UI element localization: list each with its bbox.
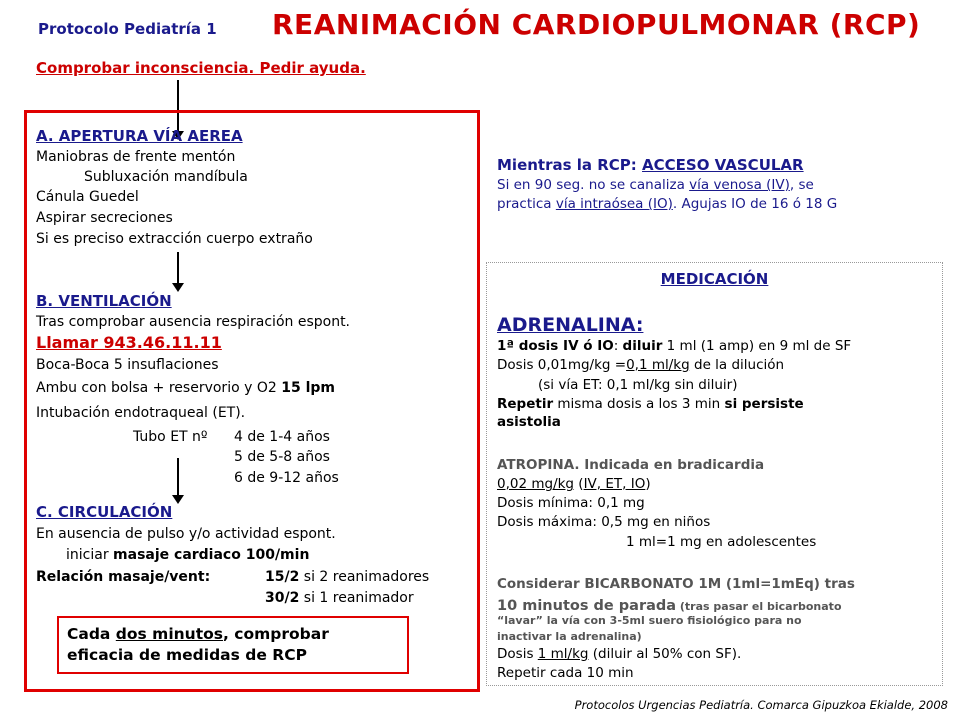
- va-text: , se: [789, 177, 814, 193]
- ratio-value: 30/2: [265, 590, 300, 606]
- section-a-line: Cánula Guedel: [36, 189, 139, 205]
- atr-text: (: [574, 476, 584, 492]
- reassess-interval: dos minutos: [115, 625, 223, 643]
- adr-dilute: diluir: [622, 338, 663, 354]
- medication-heading: MEDICACIÓN: [660, 270, 769, 288]
- tube-label: Tubo ET nº: [133, 429, 208, 445]
- atropine-min: Dosis mínima: 0,1 mg: [497, 495, 645, 511]
- ambu-text: Ambu con bolsa + reservorio y O2: [36, 380, 282, 396]
- ratio-row: [265, 569, 429, 585]
- bic-note: (tras pasar el bicarbonato: [676, 600, 842, 613]
- adr-text: misma dosis a los 3 min: [553, 396, 725, 412]
- ratio-label: Relación masaje/vent:: [36, 569, 211, 585]
- section-b-heading: B. VENTILACIÓN: [36, 292, 172, 310]
- section-b-line: Boca-Boca 5 insuflaciones: [36, 357, 219, 373]
- massage-line: [66, 547, 309, 563]
- atropine-routes: IV, ET, IO: [583, 476, 646, 492]
- adrenaline-asystole: asistolia: [497, 414, 561, 430]
- tube-size: 4 de 1-4 años: [234, 429, 330, 445]
- footer-credit: Protocolos Urgencias Pediatría. Comarca Gipuzkoa Ekialde, 2008: [574, 698, 948, 712]
- page-title: REANIMACIÓN CARDIOPULMONAR (RCP): [272, 8, 921, 41]
- adrenaline-heading: ADRENALINA:: [497, 314, 644, 336]
- reassess-rest: , comprobar: [222, 625, 329, 643]
- tube-size: 5 de 5-8 años: [234, 449, 330, 465]
- adr-repeat-bold: Repetir: [497, 396, 554, 412]
- section-a-heading: A. APERTURA VÍA AEREA: [36, 127, 243, 145]
- reassess-line-1: [67, 624, 399, 645]
- bicarbonate-note: “lavar” la vía con 3-5ml suero fisiológico para no: [497, 614, 802, 627]
- section-c-heading: C. CIRCULACIÓN: [36, 503, 173, 521]
- va-text: Si en 90 seg. no se canaliza: [497, 177, 690, 193]
- adrenaline-repeat: [497, 396, 804, 412]
- ratio-value: 15/2: [265, 569, 300, 585]
- emergency-phone: Llamar 943.46.11.11: [36, 333, 222, 352]
- atropine-heading: ATROPINA. Indicada en bradicardia: [497, 457, 765, 473]
- bicarbonate-heading: Considerar BICARBONATO 1M (1ml=1mEq) tras: [497, 576, 855, 592]
- vascular-access-line: [497, 177, 814, 193]
- va-text: practica: [497, 196, 556, 212]
- reassess-prefix: Cada: [67, 625, 116, 643]
- adrenaline-dosis: [497, 357, 784, 373]
- bicarbonate-repeat: Repetir cada 10 min: [497, 665, 634, 681]
- adr-text: :: [613, 338, 623, 354]
- adrenaline-dose: [497, 338, 851, 354]
- section-a-line: Subluxación mandíbula: [84, 169, 248, 185]
- va-io: vía intraósea (IO): [555, 196, 673, 212]
- section-a-line: Maniobras de frente mentón: [36, 149, 236, 165]
- reassess-line-2: eficacia de medidas de RCP: [67, 646, 307, 664]
- atropine-max: Dosis máxima: 0,5 mg en niños: [497, 514, 711, 530]
- check-consciousness-text: Comprobar inconsciencia. Pedir ayuda.: [36, 59, 366, 77]
- ratio-text: si 1 reanimador: [299, 590, 414, 606]
- massage-prefix: iniciar: [66, 547, 114, 563]
- adrenaline-et: (si vía ET: 0,1 ml/kg sin diluir): [538, 377, 738, 393]
- bic-text: Dosis: [497, 646, 538, 662]
- va-iv: vía venosa (IV): [689, 177, 790, 193]
- bic-time: 10 minutos de parada: [497, 598, 677, 614]
- bicarbonate-note: inactivar la adrenalina): [497, 630, 642, 643]
- section-b-line: Tras comprobar ausencia respiración espont.: [36, 314, 351, 330]
- ratio-row: [265, 590, 414, 606]
- section-a-line: Si es preciso extracción cuerpo extraño: [36, 231, 313, 247]
- reassess-box: [57, 616, 409, 674]
- protocol-label: Protocolo Pediatría 1: [38, 20, 217, 38]
- section-b-ambu-line: [36, 380, 335, 396]
- atropine-dose: [497, 476, 651, 492]
- vascular-heading-title: ACCESO VASCULAR: [642, 156, 804, 174]
- section-a-line: Aspirar secreciones: [36, 210, 173, 226]
- ambu-flow: 15 lpm: [281, 380, 335, 396]
- vascular-heading-prefix: Mientras la RCP:: [497, 156, 643, 174]
- bic-text: (diluir al 50% con SF).: [588, 646, 742, 662]
- adrenaline-dose-label: 1ª dosis IV ó IO: [497, 338, 614, 354]
- section-b-line: Intubación endotraqueal (ET).: [36, 405, 246, 421]
- bicarbonate-dose: [497, 646, 741, 662]
- adr-text: de la dilución: [689, 357, 785, 373]
- bic-dose-value: 1 ml/kg: [537, 646, 589, 662]
- atropine-dose-value: 0,02 mg/kg: [497, 476, 575, 492]
- atropine-adolescent: 1 ml=1 mg en adolescentes: [626, 534, 817, 550]
- va-text: . Agujas IO de 16 ó 18 G: [672, 196, 838, 212]
- adr-text: Dosis 0,01mg/kg =: [497, 357, 627, 373]
- section-c-line: En ausencia de pulso y/o actividad espont.: [36, 526, 336, 542]
- adr-dosis-value: 0,1 ml/kg: [626, 357, 690, 373]
- adr-text: 1 ml (1 amp) en 9 ml de SF: [662, 338, 852, 354]
- tube-size: 6 de 9-12 años: [234, 470, 339, 486]
- massage-rate: masaje cardiaco 100/min: [113, 547, 310, 563]
- vascular-access-line: [497, 196, 837, 212]
- adr-persist-bold: si persiste: [724, 396, 804, 412]
- atr-text: ): [645, 476, 651, 492]
- vascular-access-heading: [497, 156, 804, 174]
- ratio-text: si 2 reanimadores: [299, 569, 430, 585]
- bicarbonate-line: [497, 595, 842, 614]
